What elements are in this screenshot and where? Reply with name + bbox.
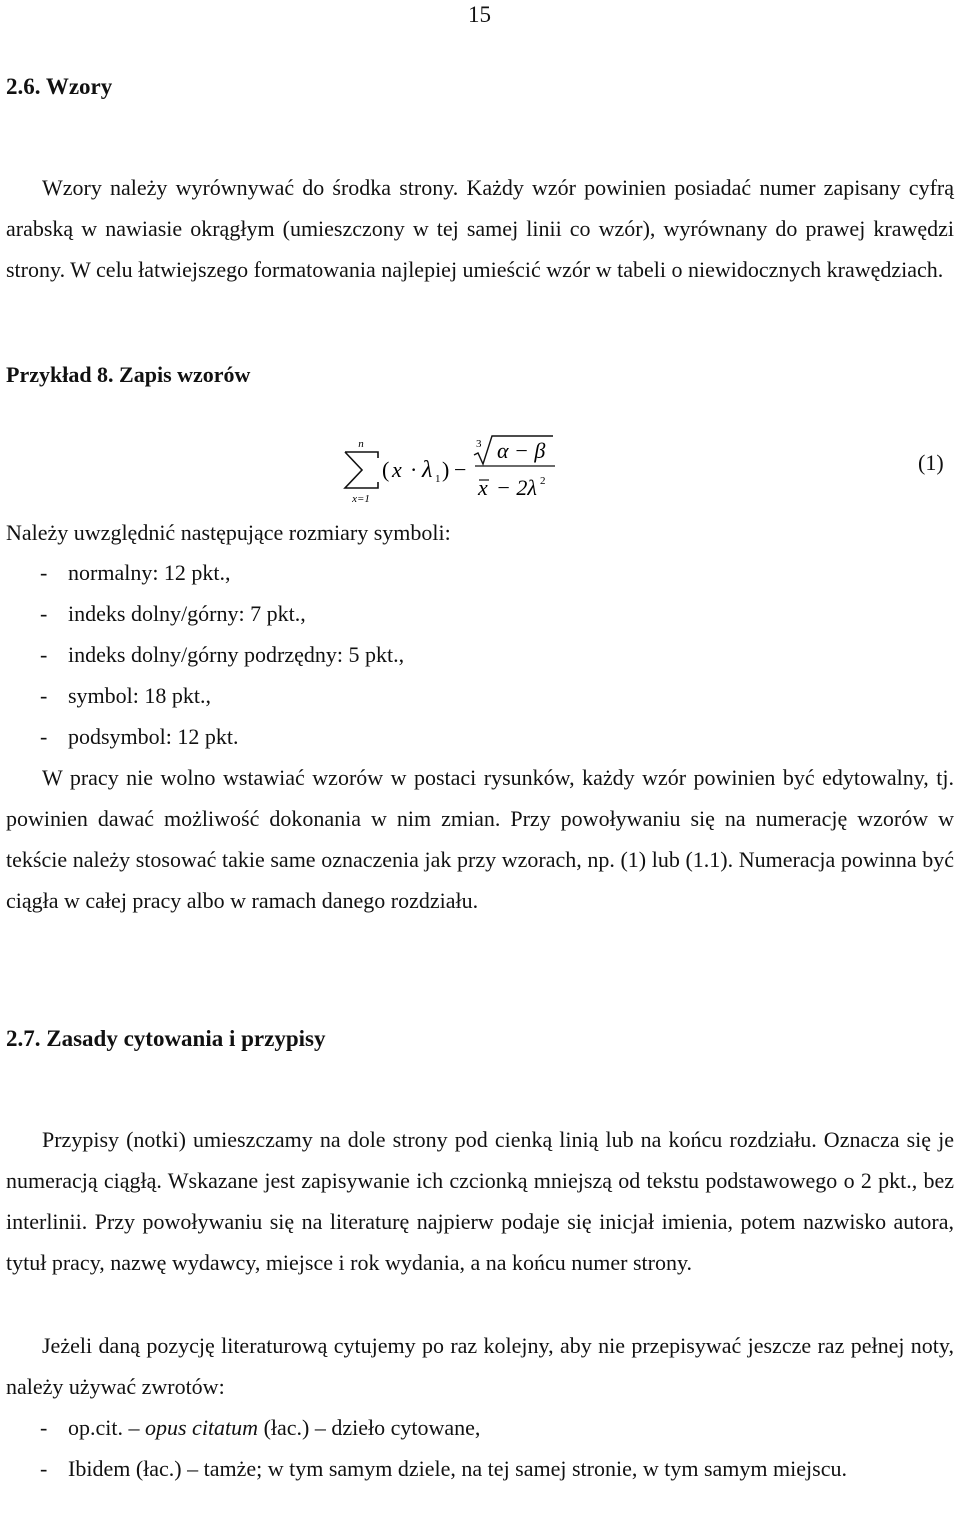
list-item: - op.cit. – opus citatum (łac.) – dzieło cytowane, bbox=[40, 1415, 481, 1440]
formulas-closing-paragraph: W pracy nie wolno wstawiać wzorów w postaci rysunków, każdy wzór powinien być edytowalny, tj. powinien dawać możliwość dokonania w nim zmian. Przy powoływaniu się na numerację wzorów w tekście należy stosować takie same oznaczenia jak przy wzorach, np. (1) lub (1.1). Numeracja powinna być ciągła w całej pracy albo w ramach danego rozdziału. bbox=[6, 765, 954, 913]
open-paren: ( bbox=[382, 457, 390, 482]
symbol-sizes-list bbox=[6, 552, 404, 757]
list-item: - indeks dolny/górny: 7 pkt., bbox=[40, 601, 306, 626]
summation-symbol bbox=[345, 452, 378, 488]
variable-x: x bbox=[392, 457, 402, 482]
dot-operator: · bbox=[410, 457, 418, 482]
close-paren: ) bbox=[442, 457, 450, 482]
denominator-x: x bbox=[478, 475, 488, 500]
sum-lower-limit: x=1 bbox=[352, 493, 370, 505]
list-item: - podsymbol: 12 pkt. bbox=[40, 724, 239, 749]
formulas-paragraph: Wzory należy wyrównywać do środka strony. Każdy wzór powinien posiadać numer zapisany cyfrą arabską w nawiasie okrągłym (umieszczony w tej samej linii co wzór), wyrównany do prawej krawędzi strony. W celu łatwiejszego formatowania najlepiej umieścić wzór w tabeli o niewidocznych krawędziach. bbox=[6, 175, 954, 282]
symbol-sizes-intro: Należy uwzględnić następujące rozmiary symboli: bbox=[6, 520, 451, 545]
page-number: 15 bbox=[468, 2, 491, 27]
fraction-numerator: α − β bbox=[497, 438, 546, 463]
lambda: λ bbox=[422, 457, 433, 483]
section-heading-2-7: 2.7. Zasady cytowania i przypisy bbox=[6, 1026, 326, 1051]
citation-terms-list bbox=[6, 1407, 954, 1489]
lambda-subscript: 1 bbox=[435, 473, 441, 485]
denominator-exponent: 2 bbox=[540, 475, 546, 487]
formula bbox=[340, 428, 580, 508]
list-item: - symbol: 18 pkt., bbox=[40, 683, 212, 708]
example-label: Przykład 8. Zapis wzorów bbox=[6, 362, 251, 387]
denominator-rest: − 2λ bbox=[496, 475, 537, 500]
footnotes-paragraph: Przypisy (notki) umieszczamy na dole strony pod cienką linią lub na końcu rozdziału. Oznacza się je numeracją ciągłą. Wskazane jest zapisywanie ich czcionką mniejszą od tekstu podstawowego o 2 pkt., bez interlinii. Przy powoływaniu się na literaturę najpierw podaje się inicjał imienia, potem nazwisko autora, tytuł pracy, nazwę wydawcy, miejsce i rok wydania, a na końcu numer strony. bbox=[6, 1127, 954, 1275]
root-index: 3 bbox=[476, 438, 482, 450]
formula-number: (1) bbox=[918, 450, 944, 475]
sum-upper-limit: n bbox=[358, 438, 364, 450]
list-item: - indeks dolny/górny podrzędny: 5 pkt., bbox=[40, 642, 405, 667]
minus-sign: − bbox=[454, 457, 467, 482]
section-heading-2-6: 2.6. Wzory bbox=[6, 74, 113, 99]
citation-paragraph: Jeżeli daną pozycję literaturową cytujemy po raz kolejny, aby nie przepisywać jeszcze raz pełnej noty, należy używać zwrotów: bbox=[6, 1333, 954, 1399]
list-item: - Ibidem (łac.) – tamże; w tym samym dziele, na tej samej stronie, w tym samym miejscu. bbox=[40, 1456, 847, 1481]
list-item: - normalny: 12 pkt., bbox=[40, 560, 231, 585]
